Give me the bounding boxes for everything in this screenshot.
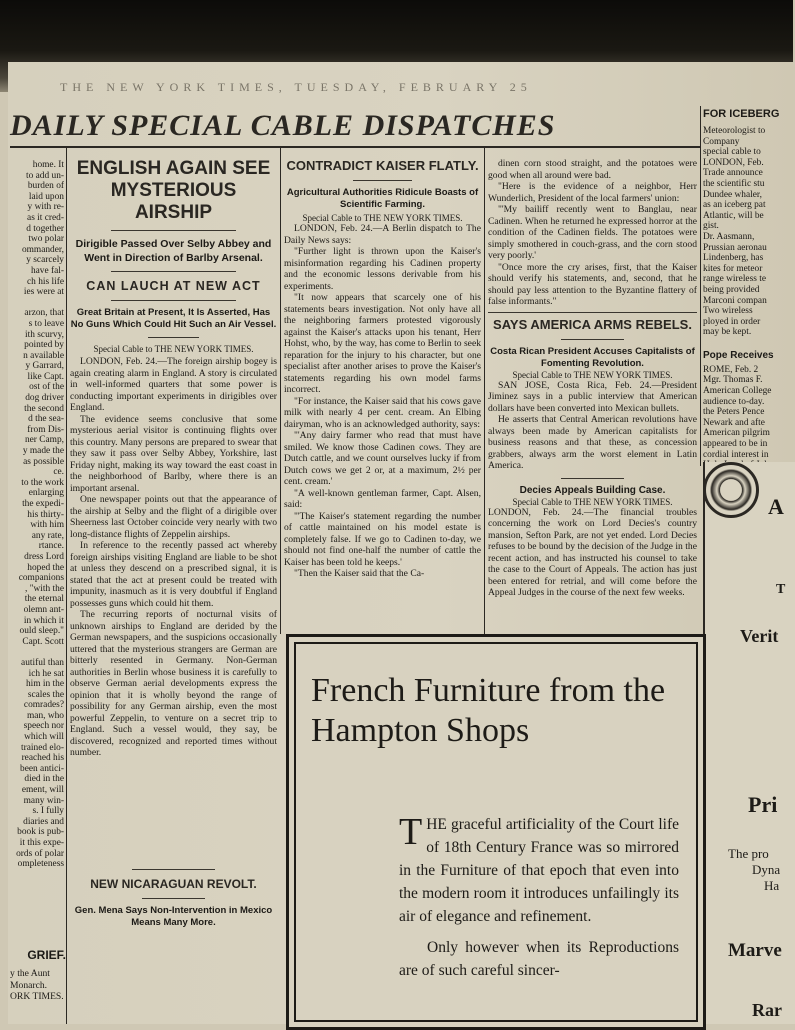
paragraph: "Once more the cry arises, first, that the Kaiser should verify his statements, and, second, that he should pay less attention to the Byzantine flattery of false informants." xyxy=(488,261,697,307)
fragment-line: dog driver xyxy=(25,393,64,404)
fragment-line: Company xyxy=(703,136,740,147)
paragraph: SAN JOSE, Costa Rica, Feb. 24.—President Jiminez says in a public interview that American dollars have been converted into Mexican bullets. xyxy=(488,379,697,414)
fragment-line: range wireless te xyxy=(703,274,766,285)
fragment-line: Meteorologist to xyxy=(703,126,766,136)
fragment-line: y the Aunt xyxy=(10,968,50,979)
ornament-seal-icon xyxy=(703,462,759,518)
kaiser-continuation xyxy=(488,158,697,308)
fragment-line: which will xyxy=(24,732,64,743)
kaiser-headline: CONTRADICT KAISER FLATLY. xyxy=(286,158,479,173)
fragment-line: Prussian aeronau xyxy=(703,242,767,253)
fragment-line: ployed in order xyxy=(703,316,761,327)
kaiser-dateline: Special Cable to THE NEW YORK TIMES. xyxy=(302,213,463,223)
airship-article xyxy=(70,158,277,1024)
fragment-line: Mgr. Thomas F. xyxy=(703,375,763,386)
paragraph: "'Any dairy farmer who read that must have smiled. We know those Cadinen cows. They are Dutch cattle, and we count ourselves lucky if from Dutch cows we get 2 or, at a maximum, 2½ per cent. cream.' xyxy=(284,430,481,487)
fragment-line: as an iceberg pat xyxy=(703,200,766,211)
fragment-line: two polar xyxy=(28,234,64,245)
fragment-line: ost of the xyxy=(29,382,64,393)
page-folio: THE NEW YORK TIMES, TUESDAY, FEBRUARY 25 xyxy=(60,80,532,94)
fragment-line: the eternal xyxy=(24,594,64,605)
fragment-line: cordial interest in xyxy=(703,449,769,460)
fragment-line: from Dis- xyxy=(27,424,64,435)
right-ad-word: The pro xyxy=(728,846,769,861)
ad-dropcap: T xyxy=(399,811,423,853)
airship-subhead: Dirigible Passed Over Selby Abbey and Went in Direction of Barlby Arsenal. xyxy=(75,238,272,264)
fragment-line: ROME, Feb. 2 xyxy=(703,364,759,375)
fragment-line: him in the xyxy=(25,679,64,690)
paragraph: "For instance, the Kaiser said that his cows gave milk with nearly 4 per cent. cream. An Elbing dairyman, who is an acknowledged authority, says: xyxy=(284,395,481,430)
fragment-line: Atlantic, will be xyxy=(703,210,764,221)
paragraph: In reference to the recently passed act whereby foreign airships visiting England are liable to be shot at unless they descend on a prescribed signal, it is stated that the act at present could be treated with impunity, inasmuch as it is very doubtful if England possesses guns which could hit them. xyxy=(70,540,277,609)
right-ad-word: T xyxy=(776,582,786,597)
column-rule xyxy=(280,148,281,634)
pope-heading: Pope Receives xyxy=(703,349,774,361)
fragment-line: kites for meteor xyxy=(703,263,763,274)
paragraph: He asserts that Central American revolutions have always been made by American capitalists for business reasons and that these, as concession grabbers, always arm the worst element in Latin America. xyxy=(488,414,697,471)
arms-body xyxy=(488,380,697,472)
fragment-line: y Garrard, xyxy=(25,361,64,372)
airship-subhead-3: Great Britain at Present, It Is Asserted, Has No Guns Which Could Hit Such an Air Vessel. xyxy=(70,307,277,330)
decies-headline: Decies Appeals Building Case. xyxy=(519,484,666,496)
fragment-line: with him xyxy=(30,520,64,531)
grief-heading: GRIEF. xyxy=(27,948,66,962)
column-rule xyxy=(484,148,485,634)
fragment-line: any rate, xyxy=(31,530,64,541)
fragment-line: ch his life xyxy=(27,276,64,287)
fragment-line: book is pub- xyxy=(17,827,64,838)
fragment-line: ith scurvy, xyxy=(25,329,64,340)
paragraph: "It now appears that scarcely one of his statements bears investigation. Not only have all the neighboring farmers protested vigorously against the Kaiser's attacks upon his tenant, Herr Hohst, who, by the way, has come to Berlin to seek reparation for the injury to his character, but one specialist after another arises to prove the Kaiser's statements regarding his own model farms incorrect. xyxy=(284,292,481,395)
left-fragment-tail xyxy=(10,968,66,1003)
fragment-line: Two wireless xyxy=(703,306,753,317)
iceberg-body xyxy=(703,126,793,338)
fragment-line: been antici- xyxy=(20,763,64,774)
paragraph: The recurring reports of nocturnal visits of unknown airships to England are derided by the German newspapers, and the suspicions occasionally uttered that the mysterious strangers are German are bitterly resented in Germany. Non-German authorities in Berlin whose business it is carefully to observe German aerial developments express the opinion that it is wholly beyond the range of possibility for any German airship, even the most powerful Zeppelin, to venture on a secret trip to England. Such a vessel would, they say, be discovered, recognized and reported times without number. xyxy=(70,609,277,758)
fragment-line: to the work xyxy=(21,477,64,488)
arms-dateline: Special Cable to THE NEW YORK TIMES. xyxy=(512,369,673,380)
right-articles-column xyxy=(488,158,697,630)
fragment-line: y scarcely xyxy=(26,255,64,266)
fragment-line: laid upon xyxy=(28,191,64,202)
fragment-line: y with re- xyxy=(27,202,64,213)
ad-body xyxy=(399,813,679,990)
airship-dateline: Special Cable to THE NEW YORK TIMES. xyxy=(93,344,254,354)
fragment-line: home. It xyxy=(32,160,64,170)
fragment-line: ompleteness xyxy=(17,859,64,870)
decies-dateline: Special Cable to THE NEW YORK TIMES. xyxy=(512,496,673,507)
paragraph: The evidence seems conclusive that some mysterious aerial visitor is continuing flights over this country. Many persons are prepared to swear that they saw it pass over Selby Abbey, Yorkshire, last Friday night, making its way toward the east coast in the neighborhood of Barlby, where there is an important arsenal. xyxy=(70,413,277,494)
fragment-line: Dundee whaler, xyxy=(703,189,762,200)
far-right-fragment xyxy=(703,108,793,458)
fragment-line: arzon, that xyxy=(24,308,64,319)
fragment-line: Marconi compan xyxy=(703,295,767,306)
fragment-line: the Peters Pence xyxy=(703,407,765,418)
fragment-line: American College xyxy=(703,386,772,397)
fragment-line: Capt. Scott xyxy=(22,636,64,647)
column-rule xyxy=(700,106,701,466)
kaiser-article xyxy=(284,158,481,628)
fragment-line: trained elo- xyxy=(21,742,64,753)
right-ad-word: Dyna xyxy=(752,862,781,877)
fragment-line: d together xyxy=(26,223,64,234)
paragraph: "'The Kaiser's statement regarding the number of cattle maintained on his model estate is completely false. If we go to Cadinen to-day, we should not find one-half the number of cattle the Kaiser has been told he keeps.' xyxy=(284,510,481,568)
fragment-line: in which it xyxy=(23,615,64,626)
fragment-line: appeared to be in xyxy=(703,439,768,450)
fragment-line: dress Lord xyxy=(24,551,64,562)
fragment-line: rtance. xyxy=(38,541,64,552)
right-ad-word: Ha xyxy=(764,878,780,893)
fragment-line: as possible xyxy=(23,456,64,467)
paragraph: LONDON, Feb. 24.—The foreign airship bogey is again creating alarm in England. A story is circulated in well-informed quarters that some power is conducting important experiments in dirigibles over England. xyxy=(70,356,277,413)
fragment-line: comrades? xyxy=(23,700,64,711)
fragment-line: reached his xyxy=(21,753,64,764)
fragment-line: man, who xyxy=(27,710,64,721)
paragraph: "Further light is thrown upon the Kaiser's misinformation regarding his Cadinen property and the economic lessons derivable from his experiments. xyxy=(284,246,481,292)
fragment-line: ement, will xyxy=(21,785,64,796)
paragraph: "Here is the evidence of a neighbor, Herr Wunderlich, President of the local farmers' union: xyxy=(488,181,697,204)
fragment-line: the scientific stu xyxy=(703,178,765,189)
section-banner: DAILY SPECIAL CABLE DISPATCHES xyxy=(10,109,556,142)
fragment-line: n available xyxy=(23,350,64,361)
fragment-line: his thirty- xyxy=(27,509,64,520)
arms-subhead: Costa Rican President Accuses Capitalists of Fomenting Revolution. xyxy=(490,345,695,369)
fragment-line: the second xyxy=(24,403,64,414)
fragment-line: ORK TIMES. xyxy=(10,991,64,1002)
decies-body: LONDON, Feb. 24.—The financial troubles concerning the work on Lord Decies's country mansion, Sefton Park, are not yet ended. Lord Decies refuses to be bound by the decision of the Judge in the recent action, and has instructed his counsel to take the case to the Court of Appeals. The action has just been entered for retrial, and will come before the Appeal Judges in the course of the next few weeks. xyxy=(488,506,697,598)
airship-subhead-2: CAN LAUCH AT NEW ACT xyxy=(86,279,261,293)
fragment-line: the expedi- xyxy=(22,499,64,509)
fragment-line: ich he sat xyxy=(28,668,64,679)
fragment-line: y made the xyxy=(22,446,64,457)
paragraph: dinen corn stood straight, and the potatoes were good when all around were bad. xyxy=(488,158,697,181)
right-ad-word: Marve xyxy=(728,940,782,961)
column-rule xyxy=(66,148,67,1024)
kaiser-body xyxy=(284,223,481,580)
fragment-line: pointed by xyxy=(24,340,64,351)
fragment-line: special cable to xyxy=(703,147,761,158)
fragment-line: burden of xyxy=(27,181,64,192)
right-ad-word: Pri xyxy=(748,792,778,817)
right-ad-word: Verit xyxy=(740,626,779,646)
paragraph: LONDON, Feb. 24.—A Berlin dispatch to The Daily News says: xyxy=(284,223,481,246)
ad-paragraph-2: Only however when its Reproductions are of such careful sincer- xyxy=(399,939,679,979)
arms-headline: SAYS AMERICA ARMS REBELS. xyxy=(493,316,692,332)
fragment-line: diaries and xyxy=(23,816,64,827)
ad-paragraph-1: HE graceful artificiality of the Court life of 18th Century France was so mirrored in the Furniture of that epoch that even into the modern room it introduces unfailingly its air of elegance and refinement. xyxy=(399,816,679,925)
ad-title: French Furniture from the Hampton Shops xyxy=(311,672,666,749)
fragment-line: Trade announce xyxy=(703,168,763,179)
fragment-line: Newark and afte xyxy=(703,417,765,428)
fragment-line: ce. xyxy=(53,467,64,478)
fragment-line: may be kept. xyxy=(703,327,752,338)
fragment-line: hoped the xyxy=(27,562,64,573)
fragment-line: gist. xyxy=(703,221,719,232)
iceberg-heading: FOR ICEBERG xyxy=(703,108,780,120)
kaiser-subhead: Agricultural Authorities Ridicule Boasts of Scientific Farming. xyxy=(286,187,479,210)
fragment-line: as it cred- xyxy=(27,212,64,223)
nicaragua-headline: NEW NICARAGUAN REVOLT. xyxy=(90,877,257,891)
paragraph: "'My bailiff recently went to Banglau, near Cadinen. When he returned he expressed horror at the condition of the Cadinen fields. The potatoes were simply smothered in couch-grass, and the corn stood very poorly.' xyxy=(488,204,697,261)
fragment-line: ords of polar xyxy=(16,848,64,859)
fragment-line: ould sleep." xyxy=(19,626,64,637)
fragment-line: it this expe- xyxy=(19,838,64,848)
fragment-line xyxy=(10,647,64,658)
airship-headline: ENGLISH AGAIN SEE MYSTERIOUS AIRSHIP xyxy=(76,158,271,223)
banner-rule xyxy=(10,146,700,148)
fragment-line: companions xyxy=(18,573,64,584)
fragment-line: autiful than xyxy=(21,657,64,668)
fragment-line: many win- xyxy=(23,795,64,806)
left-fragment-footer xyxy=(10,948,66,1024)
fragment-line: Monarch. xyxy=(10,979,48,991)
nicaragua-subhead: Gen. Mena Says Non-Intervention in Mexico Means Many More. xyxy=(74,905,273,928)
fragment-line: have fal- xyxy=(30,265,64,276)
paragraph: One newspaper points out that the appearance of the airship at Selby and the flight of a dirigible over Sheerness last October coincide very nearly with two long-distance flights of Zeppelin airships. xyxy=(70,494,277,540)
fragment-line: s to leave xyxy=(28,318,64,329)
paragraph: "A well-known gentleman farmer, Capt. Alsen, said: xyxy=(284,487,481,510)
fragment-line xyxy=(10,298,64,309)
fragment-line: like Capt. xyxy=(27,371,64,382)
fragment-line: ommander, xyxy=(21,244,64,255)
fragment-line: LONDON, Feb. xyxy=(703,157,764,168)
fragment-line: olemn ant- xyxy=(23,604,64,615)
fragment-line: to add un- xyxy=(25,170,64,181)
right-ad-word: Rar xyxy=(752,1000,782,1020)
hampton-shops-advertisement xyxy=(286,634,706,1030)
fragment-line: d the sea- xyxy=(28,414,64,425)
fragment-line: audience to-day. xyxy=(703,396,765,407)
left-fragment-column xyxy=(10,160,64,950)
fragment-line: ies were at xyxy=(23,287,64,298)
paragraph: "Then the Kaiser said that the Ca- xyxy=(294,568,425,579)
fragment-line: ner Camp, xyxy=(24,435,64,446)
fragment-line: , "with the xyxy=(25,583,64,594)
fragment-line: enlarging xyxy=(28,488,64,499)
fragment-line: being provided xyxy=(703,284,760,295)
fragment-line: s. I fully xyxy=(32,806,64,817)
right-ad-word: A xyxy=(768,494,784,519)
fragment-line: Dr. Aasmann, xyxy=(703,231,755,242)
airship-body xyxy=(70,356,277,861)
fragment-line: scales the xyxy=(27,689,64,700)
fragment-line: speech nor xyxy=(23,721,64,732)
fragment-line: Lindenberg, has xyxy=(703,253,764,264)
fragment-line: died in the xyxy=(24,774,64,785)
fragment-line: American pilgrim xyxy=(703,428,770,439)
